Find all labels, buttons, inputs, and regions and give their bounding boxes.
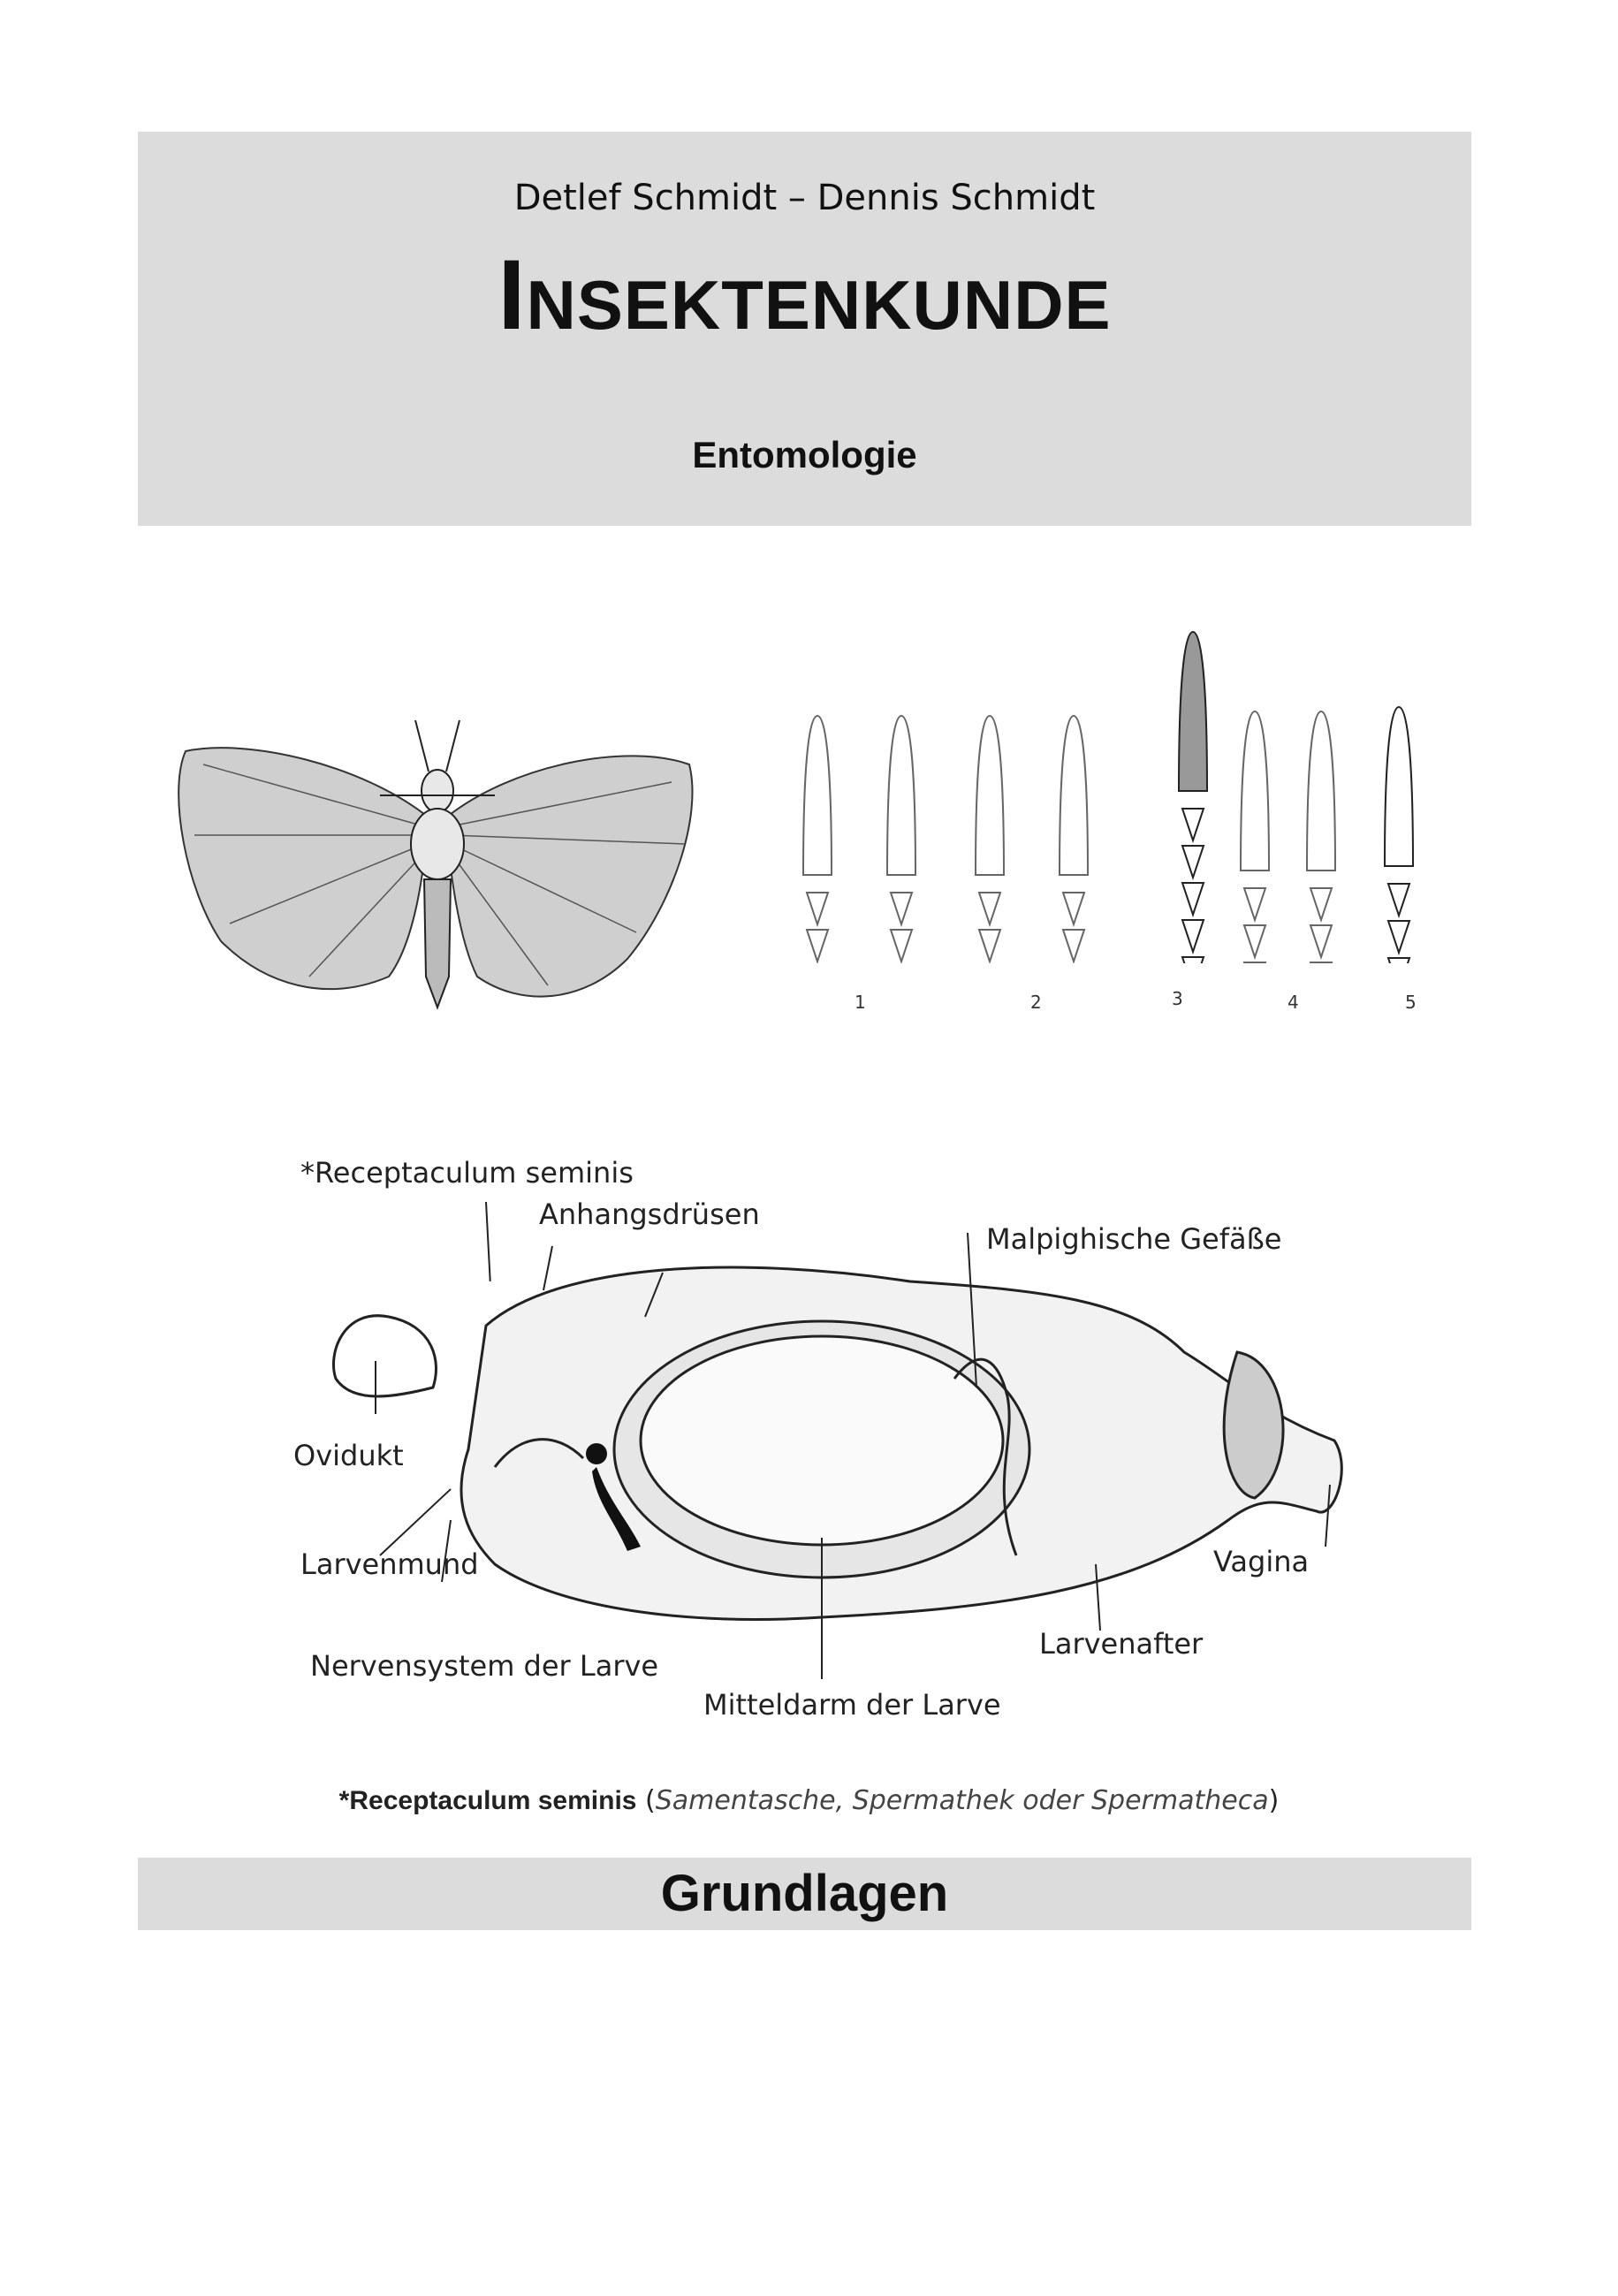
figure-number: 3 [1172,988,1183,1009]
figure-number: 4 [1288,992,1299,1013]
caption-paren-close: ) [1268,1785,1280,1816]
label-anhangsdruesen: Anhangsdrüsen [539,1197,760,1231]
label-ovidukt: Ovidukt [293,1439,404,1472]
antenna-drawing [887,716,915,963]
authors: Detlef Schmidt – Dennis Schmidt [513,178,1096,218]
antenna-drawing [976,716,1004,963]
antenna-drawing [1179,632,1207,963]
title-banner [138,132,1471,526]
caption-synonyms: Samentasche, Spermathek oder Spermatheca [655,1785,1269,1816]
label-receptaculum: *Receptaculum seminis [300,1156,634,1190]
caption-paren-open: ( [636,1785,656,1816]
label-larvenafter: Larvenafter [1039,1627,1204,1661]
caption-term: *Receptaculum seminis [338,1786,637,1815]
figure-number: 2 [1030,992,1042,1013]
label-nervensystem: Nervensystem der Larve [310,1649,659,1683]
figure-caption [0,1785,1618,1816]
antenna-drawing [1241,711,1269,963]
section-title: Grundlagen [660,1865,949,1922]
antenna-drawing [1307,711,1335,963]
book-title: Insektenkunde [498,239,1112,350]
label-mitteldarm: Mitteldarm der Larve [703,1688,1001,1722]
book-subtitle: Entomologie [692,434,917,475]
antenna-drawing [1385,707,1413,963]
antenna-drawing [1060,716,1088,963]
label-malpighi: Malpighische Gefäße [986,1222,1282,1256]
antennae-illustration [791,627,1440,963]
antenna-drawing [803,716,832,963]
label-vagina: Vagina [1213,1545,1310,1578]
label-larvenmund: Larvenmund [300,1547,479,1581]
figure-number: 5 [1405,992,1417,1013]
figure-number: 1 [855,992,866,1013]
insect-illustration [168,711,707,1021]
section-banner [138,1858,1471,1930]
